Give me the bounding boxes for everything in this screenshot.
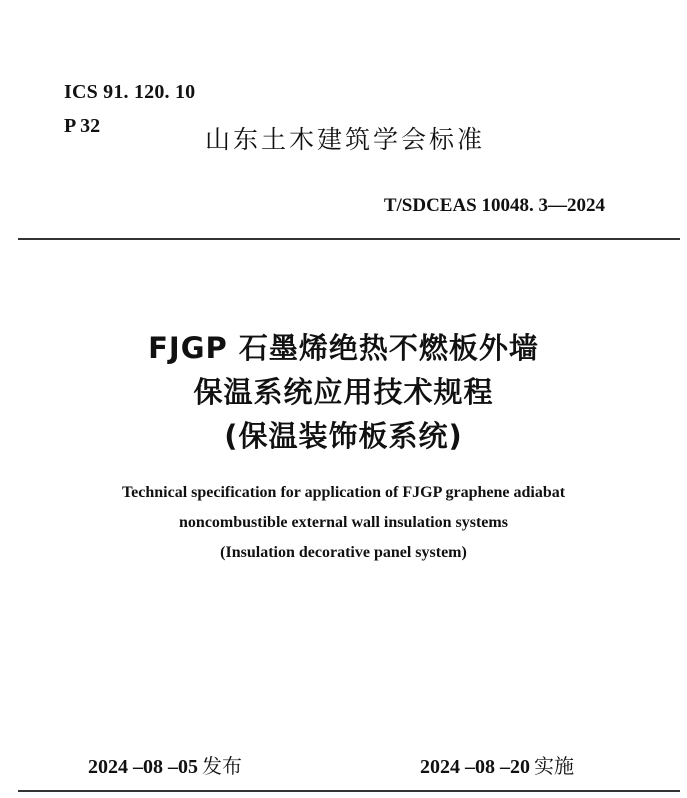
publish-date: 2024 –08 –05: [88, 756, 198, 778]
chinese-title-line-2: 保温系统应用技术规程: [193, 375, 494, 409]
chinese-title-line-1: FJGP 石墨烯绝热不燃板外墙: [148, 331, 539, 365]
publish-date-block: [88, 752, 242, 781]
standard-number: T/SDCEAS 10048. 3—2024: [383, 195, 605, 216]
publish-label: 发布: [202, 754, 242, 778]
chinese-title-line-3: (保温装饰板系统): [224, 419, 463, 453]
bottom-divider: [18, 790, 680, 792]
implement-label: 实施: [534, 754, 574, 778]
english-title-line-1: Technical specification for application of FJGP graphene adiabat: [121, 484, 566, 501]
english-title-line-2: noncombustible external wall insulation systems: [179, 514, 508, 531]
top-divider: [18, 238, 680, 240]
english-title-line-3: (Insulation decorative panel system): [220, 544, 467, 561]
implement-date-block: [420, 752, 574, 781]
english-title: [0, 478, 687, 568]
implement-date: 2024 –08 –20: [420, 756, 530, 778]
ics-code: ICS 91. 120. 10: [64, 81, 196, 103]
classification-code: P 32: [64, 115, 101, 137]
organization-name: 山东土木建筑学会标准: [205, 125, 486, 154]
chinese-title: [0, 326, 687, 458]
